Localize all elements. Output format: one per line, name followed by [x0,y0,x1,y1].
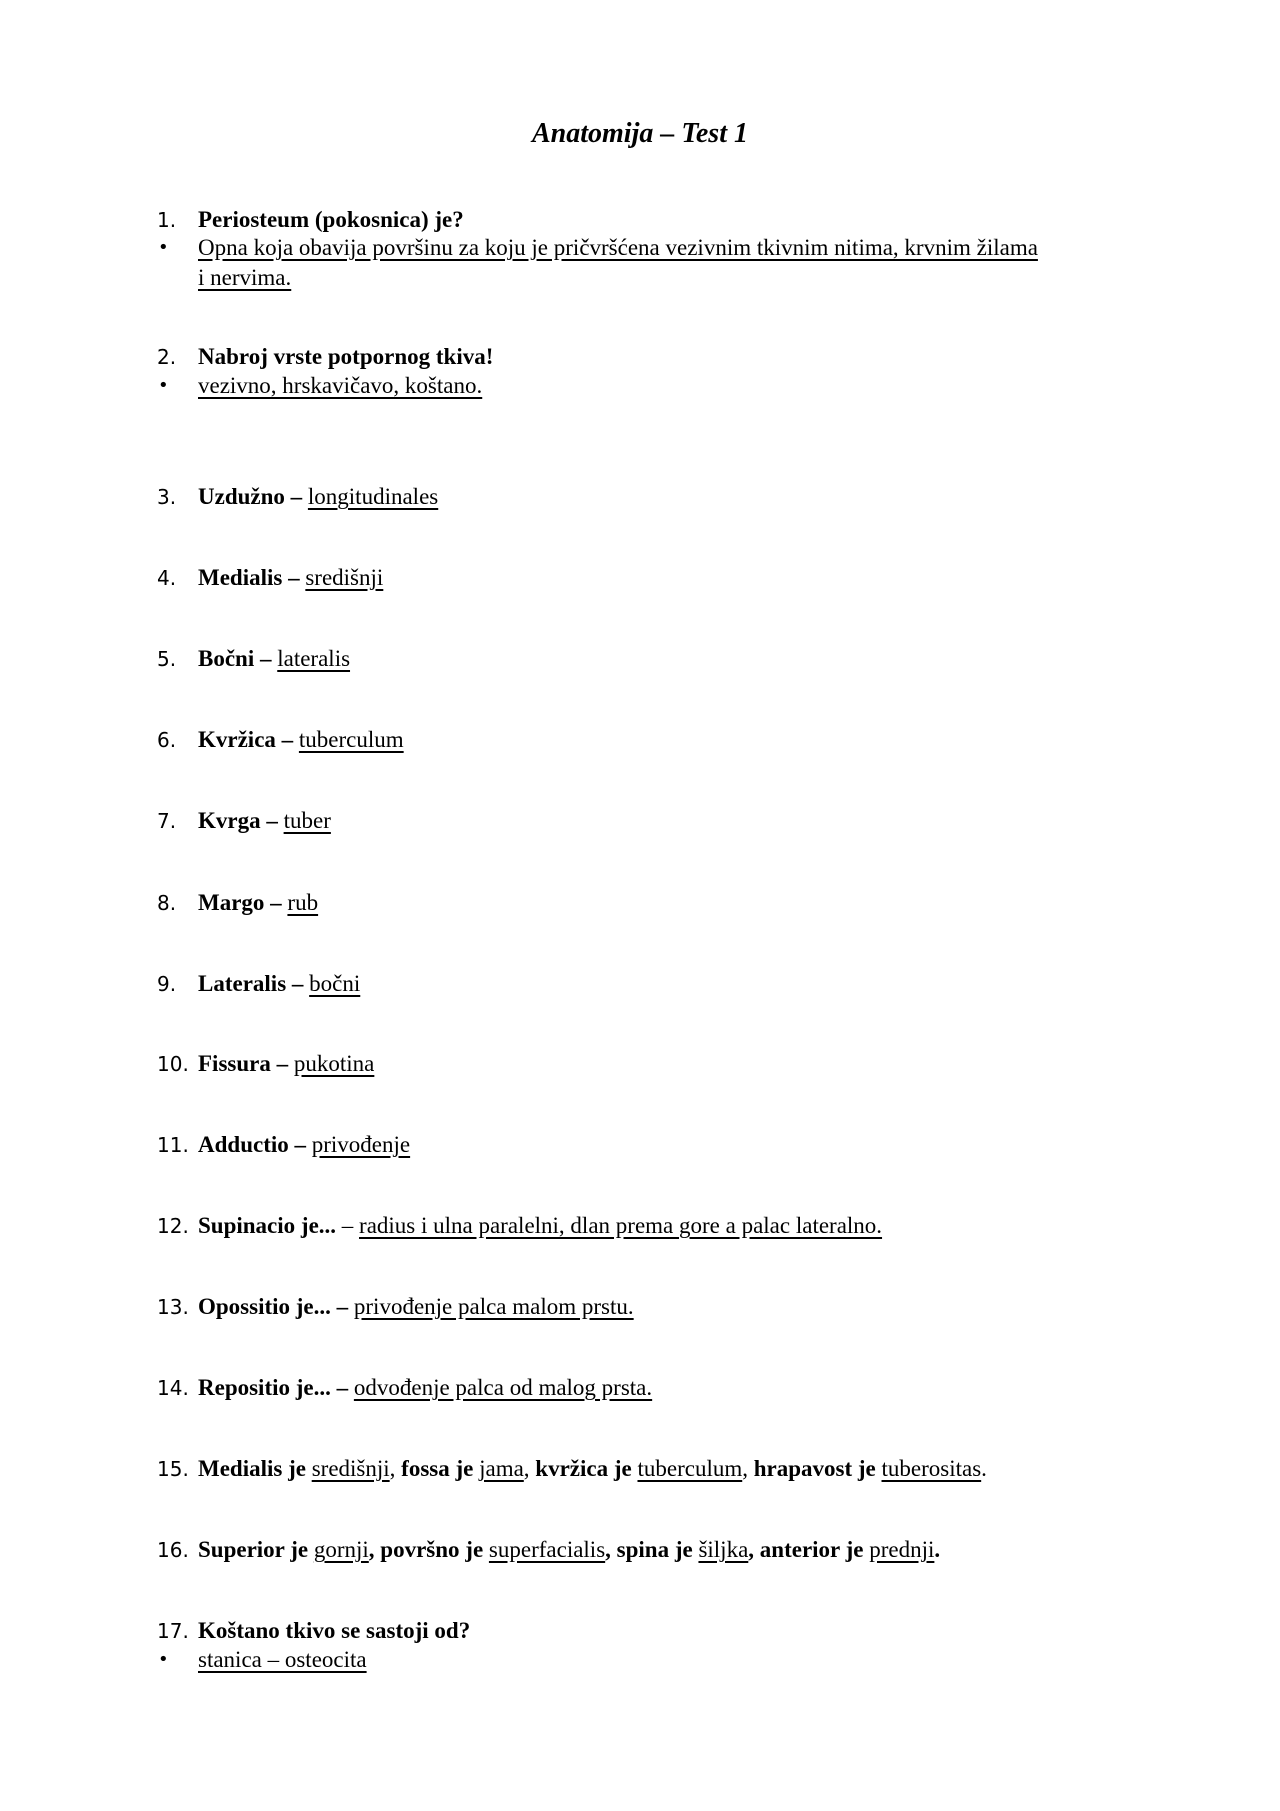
answer-text: privođenje [311,1132,411,1157]
prompt-text: , površno je [368,1537,484,1562]
item-number: 8. [157,891,177,915]
answer-text: tuber [283,808,331,833]
item-number: 11. [157,1133,189,1157]
answer-text: stanica – osteocita [198,1647,367,1672]
answer-text: pukotina [293,1051,375,1076]
prompt-text: . [934,1537,941,1562]
item-number: 14. [157,1376,189,1400]
answer-text: tuberculum [637,1456,743,1481]
term-text: Uzdužno – [198,484,303,509]
answer-text: tuberositas [881,1456,982,1481]
prompt-text: Medialis je [198,1456,306,1481]
separator-text: , [389,1456,396,1481]
answer-text: jama [479,1456,524,1481]
prompt-text: kvržica je [535,1456,632,1481]
prompt-text: Superior je [198,1537,309,1562]
item-number: 3. [157,485,177,509]
answer-text: prednji [869,1537,935,1562]
answer-text: superfacialis [488,1537,606,1562]
term-text: Bočni – [198,646,272,671]
term-text: Kvrga – [198,808,278,833]
prompt-text: fossa je [401,1456,474,1481]
term-text: Margo – [198,890,282,915]
item-number: 7. [157,809,177,833]
item-number: 4. [157,566,177,590]
term-text: Fissura – [198,1051,289,1076]
answer-text: longitudinales [307,484,439,509]
item-number: 1. [157,208,177,232]
answer-text: gornji [313,1537,369,1562]
question-text: Nabroj vrste potpornog tkiva! [198,344,494,369]
answer-text: bočni [309,971,361,996]
answer-text: vezivno, hrskavičavo, koštano. [198,373,483,398]
bullet-icon: • [158,237,169,258]
term-text: Adductio – [198,1132,306,1157]
item-number: 10. [157,1052,189,1076]
question-text: Koštano tkivo se sastoji od? [198,1618,471,1643]
bullet-icon: • [158,375,169,396]
item-number: 13. [157,1295,189,1319]
separator-text: . [981,1456,987,1481]
term-text: Medialis – [198,565,300,590]
prompt-text: hrapavost je [753,1456,876,1481]
term-text: Supinacio je... [198,1213,337,1238]
answer-text: središnji [311,1456,390,1481]
term-text: Lateralis – [198,971,304,996]
answer-text: radius i ulna paralelni, dlan prema gore a palac lateralno. [359,1213,883,1238]
item-number: 12. [157,1214,189,1238]
answer-text: središnji [305,565,384,590]
term-text: Kvržica – [198,727,294,752]
answer-text: privođenje palca malom prstu. [353,1294,634,1319]
separator-text: , [742,1456,748,1481]
answer-text: lateralis [277,646,351,671]
bullet-icon: • [158,1649,169,1670]
term-text: Repositio je... – [198,1375,349,1400]
item-number: 5. [157,647,177,671]
item-number: 9. [157,972,177,996]
answer-text: šiljka [698,1537,749,1562]
answer-text: tuberculum [298,727,404,752]
answer-text: odvođenje palca od malog prsta. [353,1375,653,1400]
page-title: Anatomija – Test 1 [531,118,748,149]
item-number: 17. [157,1619,189,1643]
item-number: 15. [157,1457,189,1481]
answer-text: i nervima. [198,265,292,290]
prompt-text: , anterior je [748,1537,864,1562]
item-number: 2. [157,345,177,369]
item-number: 16. [157,1538,189,1562]
term-text: Opossitio je... – [198,1294,349,1319]
question-text: Periosteum (pokosnica) je? [198,207,464,232]
answer-text: Opna koja obavija površinu za koju je pričvršćena vezivnim tkivnim nitima, krvnim žilama [198,235,1038,260]
separator-text: , [523,1456,530,1481]
dash-text: – [341,1213,354,1238]
answer-text: rub [287,890,319,915]
prompt-text: , spina je [605,1537,693,1562]
item-number: 6. [157,728,177,752]
